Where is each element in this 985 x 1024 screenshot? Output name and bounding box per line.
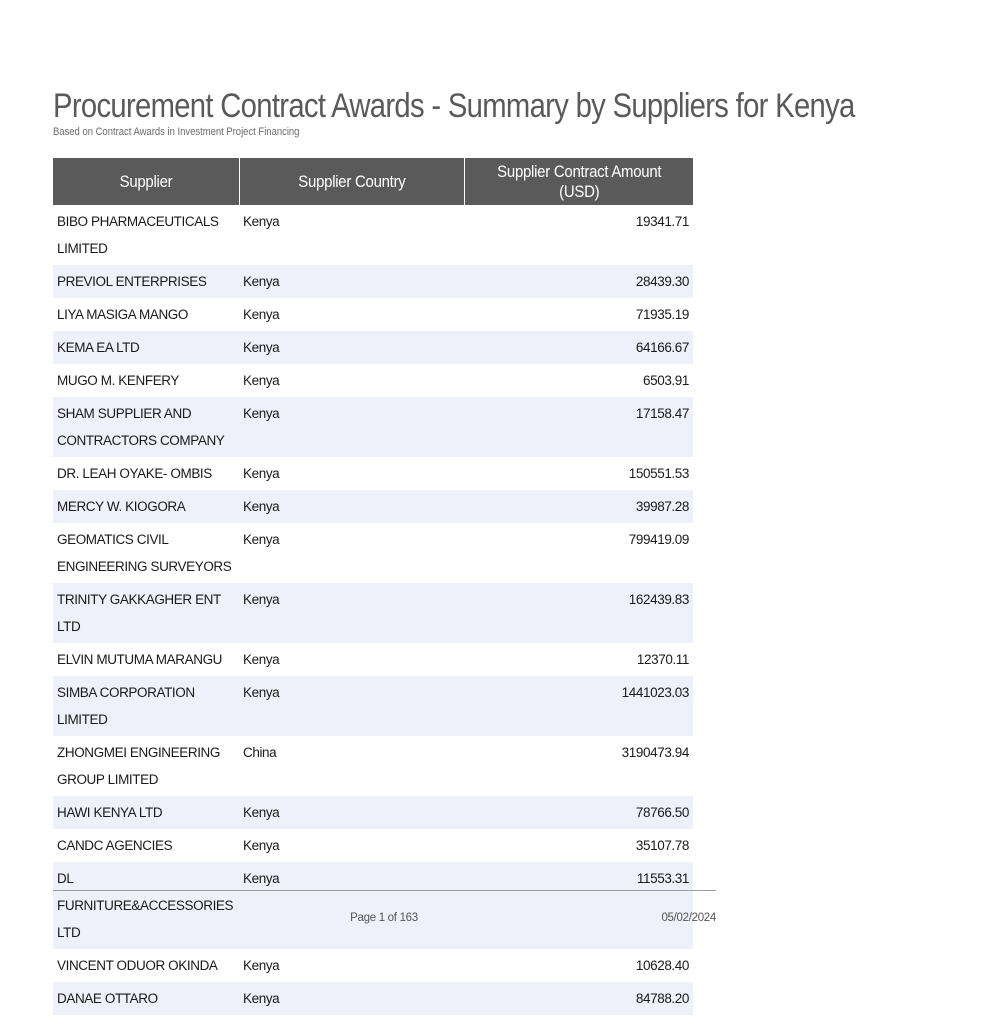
cell-supplier: GEOMATICS CIVIL ENGINEERING SURVEYORS [57, 532, 232, 574]
cell-country: Kenya [239, 397, 464, 457]
cell-amount: 162439.83 [464, 583, 693, 643]
cell-amount: 6503.91 [643, 373, 689, 388]
cell-country: Kenya [239, 331, 464, 364]
page-subtitle: Based on Contract Awards in Investment Project Financing [53, 126, 300, 138]
cell-amount: 28439.30 [464, 265, 693, 298]
cell-country: Kenya [243, 466, 280, 481]
cell-amount: 35107.78 [635, 838, 689, 853]
table-row [53, 862, 693, 949]
cell-amount: 64166.67 [464, 331, 693, 364]
cell-supplier: ELVIN MUTUMA MARANGU [57, 652, 223, 667]
table-row [53, 298, 693, 331]
cell-amount: 71935.19 [635, 307, 689, 322]
cell-country: Kenya [243, 373, 280, 388]
table-row [53, 796, 693, 829]
table-row [53, 490, 693, 523]
table-row [53, 829, 693, 862]
footer-divider [53, 890, 716, 891]
table-row [53, 676, 693, 736]
cell-supplier: ZHONGMEI ENGINEERING GROUP LIMITED [57, 745, 221, 787]
cell-country: Kenya [243, 214, 280, 229]
table-row [53, 643, 693, 676]
cell-supplier: SHAM SUPPLIER AND CONTRACTORS COMPANY [53, 397, 239, 457]
page-title: Procurement Contract Awards - Summary by Suppliers for Kenya [53, 87, 855, 125]
table-row [53, 523, 693, 583]
table-row [53, 331, 693, 364]
cell-supplier: SIMBA CORPORATION LIMITED [53, 676, 239, 736]
cell-country: China [243, 745, 277, 760]
header-supplier-country: Supplier Country [239, 158, 464, 205]
report-date: 05/02/2024 [661, 912, 716, 924]
cell-country: Kenya [239, 796, 464, 829]
page-number: Page 1 of 163 [350, 912, 418, 924]
cell-country: Kenya [243, 532, 280, 547]
table-row [53, 457, 693, 490]
cell-amount: 150551.53 [628, 466, 689, 481]
cell-amount: 11553.31 [464, 862, 693, 949]
cell-country: Kenya [239, 676, 464, 736]
table-row [53, 397, 693, 457]
cell-country: Kenya [239, 490, 464, 523]
table-row [53, 583, 693, 643]
cell-country: Kenya [239, 862, 464, 949]
cell-amount: 78766.50 [464, 796, 693, 829]
cell-country: Kenya [239, 265, 464, 298]
cell-amount: 39987.28 [464, 490, 693, 523]
table-row [53, 265, 693, 298]
cell-country: Kenya [243, 307, 280, 322]
cell-supplier: VINCENT ODUOR OKINDA [57, 958, 218, 973]
cell-country: Kenya [239, 583, 464, 643]
cell-amount: 1441023.03 [464, 676, 693, 736]
cell-amount: 84788.20 [464, 982, 693, 1015]
cell-supplier: TRINITY GAKKAGHER ENT LTD [53, 583, 239, 643]
cell-supplier: PREVIOL ENTERPRISES [53, 265, 239, 298]
cell-country: Kenya [243, 838, 280, 853]
cell-amount: 799419.09 [628, 532, 689, 547]
cell-supplier: KEMA EA LTD [53, 331, 239, 364]
cell-amount: 17158.47 [464, 397, 693, 457]
suppliers-table [53, 158, 693, 1015]
cell-supplier: MERCY W. KIOGORA [53, 490, 239, 523]
table-row [53, 949, 693, 982]
cell-amount: 12370.11 [636, 652, 689, 667]
cell-supplier: LIYA MASIGA MANGO [57, 307, 188, 322]
cell-supplier: HAWI KENYA LTD [53, 796, 239, 829]
table-header [53, 158, 693, 205]
cell-amount: 10628.40 [635, 958, 689, 973]
cell-amount: 19341.71 [635, 214, 689, 229]
cell-country: Kenya [239, 982, 464, 1015]
cell-supplier: DL FURNITURE&ACCESSORIES LTD [53, 862, 239, 949]
cell-supplier: DR. LEAH OYAKE- OMBIS [57, 466, 212, 481]
cell-country: Kenya [243, 652, 280, 667]
table-body [53, 205, 693, 1015]
cell-country: Kenya [243, 958, 280, 973]
title-container [53, 84, 855, 128]
header-contract-amount: Supplier Contract Amount (USD) [464, 158, 693, 205]
cell-supplier: MUGO M. KENFERY [57, 373, 180, 388]
cell-supplier: BIBO PHARMACEUTICALS LIMITED [57, 214, 219, 256]
table-row [53, 736, 693, 796]
header-supplier: Supplier [53, 158, 239, 205]
cell-supplier: CANDC AGENCIES [57, 838, 173, 853]
table-row [53, 205, 693, 265]
cell-supplier: DANAE OTTARO [53, 982, 239, 1015]
cell-amount: 3190473.94 [621, 745, 689, 760]
table-row [53, 982, 693, 1015]
table-row [53, 364, 693, 397]
